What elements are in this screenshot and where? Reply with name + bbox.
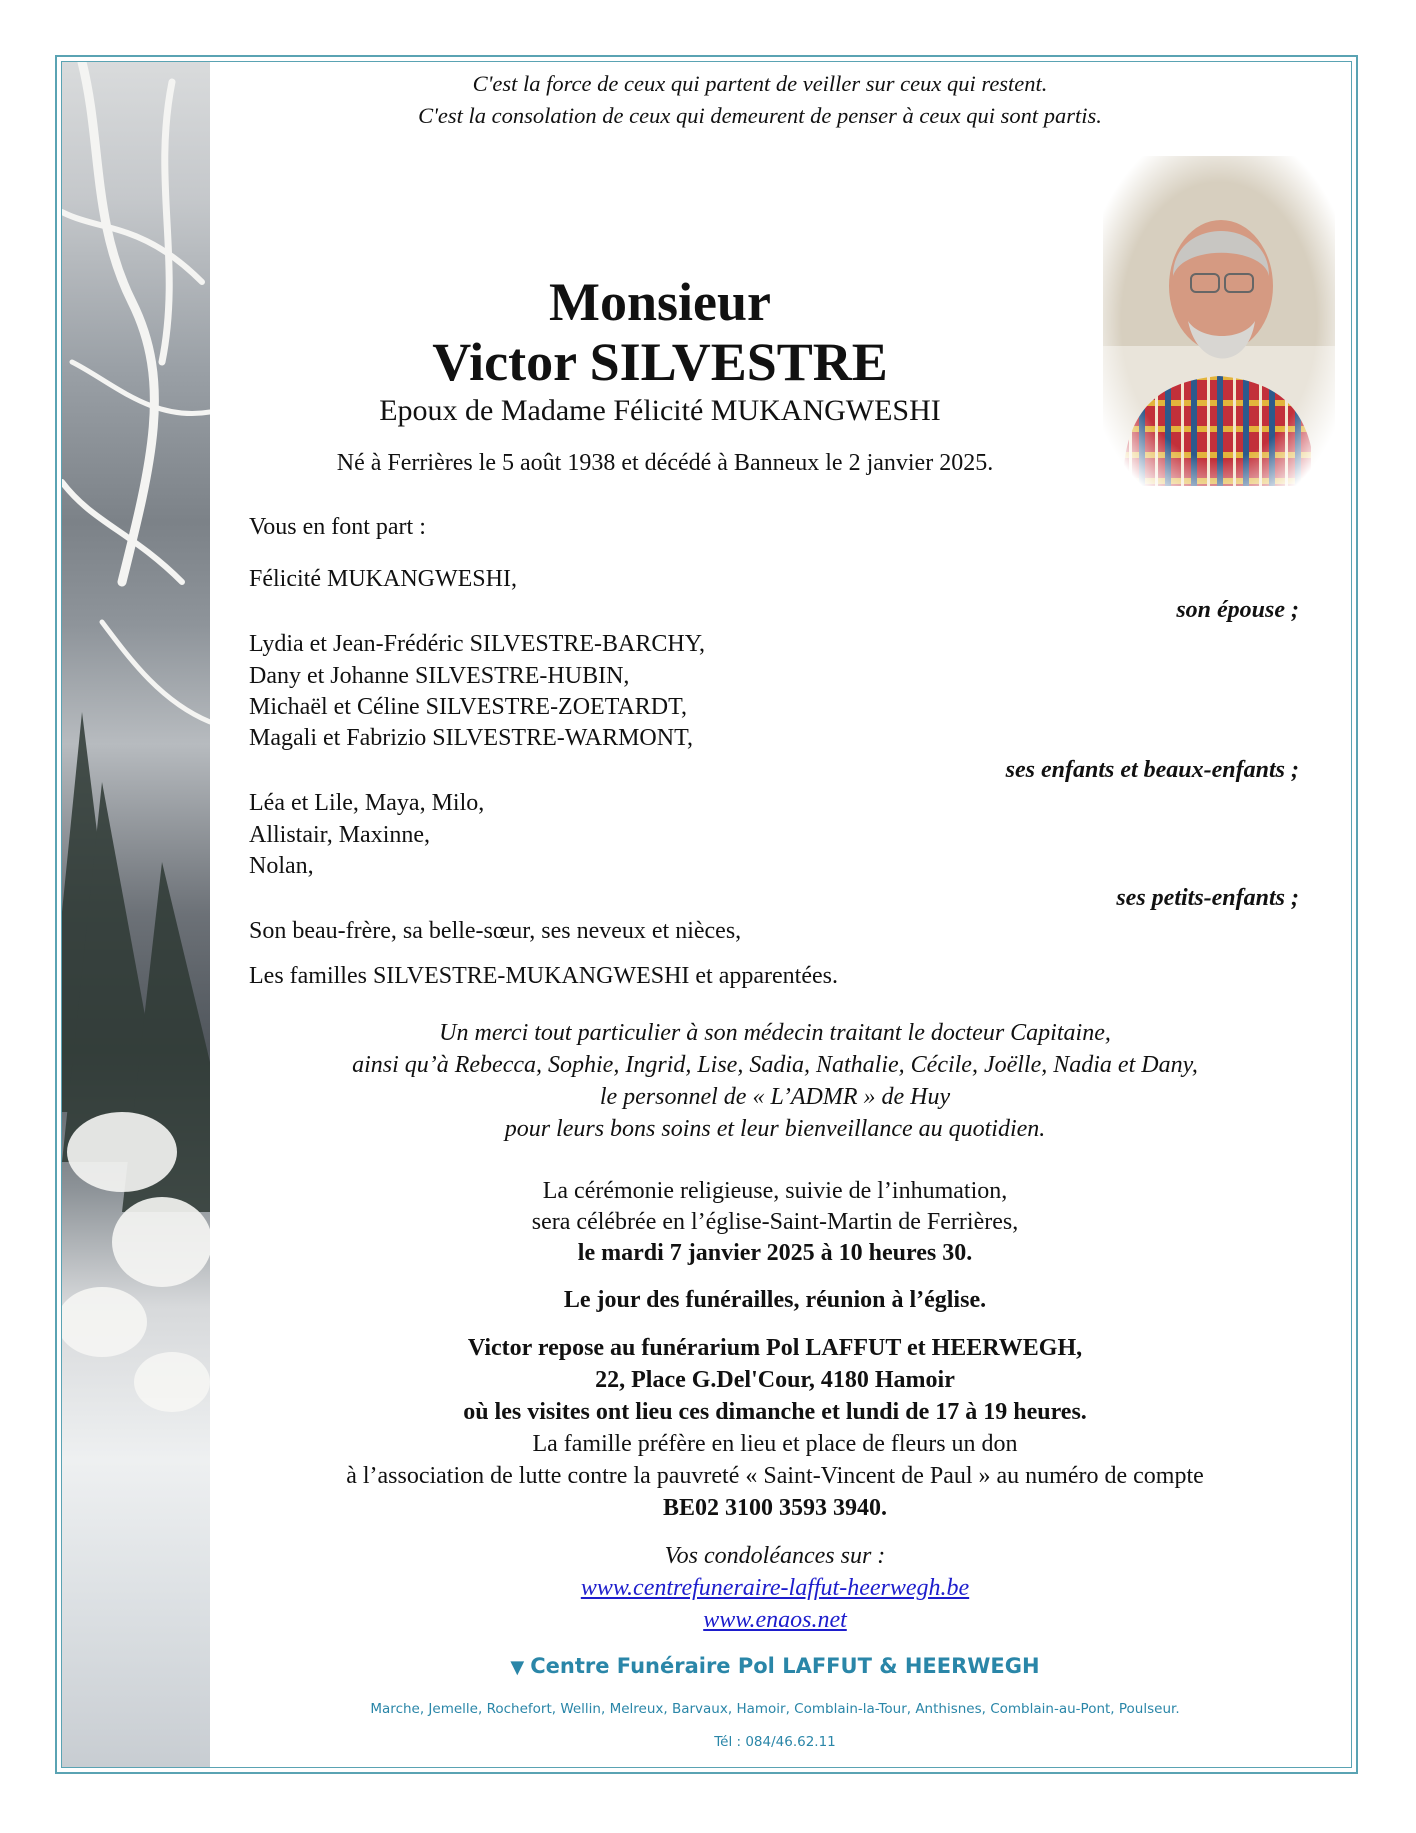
child-line: Dany et Johanne SILVESTRE-HUBIN, <box>249 663 630 689</box>
spouse-line: Epoux de Madame Félicité MUKANGWESHI <box>379 394 941 427</box>
birth-death-line: Né à Ferrières le 5 août 1938 et décédé à Banneux le 2 janvier 2025. <box>336 450 994 476</box>
ceremony-date: le mardi 7 janvier 2025 à 10 heures 30. <box>577 1240 973 1266</box>
footer-locations: Marche, Jemelle, Rochefort, Wellin, Melreux, Barvaux, Hamoir, Comblain-la-Tour, Anthisnes, Comblain-au-Pont, Poulseur. <box>370 1701 1180 1717</box>
ceremony-line-1: La cérémonie religieuse, suivie de l’inhumation, <box>542 1178 1008 1204</box>
child-line: Lydia et Jean-Frédéric SILVESTRE-BARCHY, <box>249 631 705 657</box>
donation-line-1: La famille préfère en lieu et place de fleurs un don <box>532 1431 1018 1457</box>
thanks-line: Un merci tout particulier à son médecin traitant le docteur Capitaine, <box>439 1020 1111 1046</box>
donation-line-2: à l’association de lutte contre la pauvreté « Saint-Vincent de Paul » au numéro de compte <box>346 1463 1204 1489</box>
intro-line: Vous en font part : <box>249 514 426 540</box>
ceremony-line-2: sera célébrée en l’église-Saint-Martin de Ferrières, <box>531 1209 1019 1235</box>
portrait-photo <box>1103 156 1335 486</box>
condolences-link-2[interactable]: www.enaos.net <box>703 1607 847 1633</box>
footer-company <box>230 1652 1320 1682</box>
funerarium-address: 22, Place G.Del'Cour, 4180 Hamoir <box>595 1367 955 1393</box>
grandchildren-relation: ses petits-enfants ; <box>1116 885 1299 911</box>
winter-tree-photo <box>62 62 210 1767</box>
quote-line-2: C'est la consolation de ceux qui demeurent de penser à ceux qui sont partis. <box>418 103 1102 128</box>
children-relation: ses enfants et beaux-enfants ; <box>1005 757 1299 783</box>
account-number: BE02 3100 3593 3940. <box>662 1495 887 1521</box>
grandchild-line: Nolan, <box>249 853 314 879</box>
child-line: Magali et Fabrizio SILVESTRE-WARMONT, <box>249 725 693 751</box>
grandchild-line: Léa et Lile, Maya, Milo, <box>249 790 485 816</box>
condolences-label: Vos condoléances sur : <box>664 1543 886 1569</box>
funerarium-line: Victor repose au funérarium Pol LAFFUT et HEERWEGH, <box>467 1335 1083 1361</box>
honorific: Monsieur <box>549 272 771 332</box>
visits-line: où les visites ont lieu ces dimanche et lundi de 17 à 19 heures. <box>463 1399 1087 1425</box>
footer-phone: Tél : 084/46.62.11 <box>714 1734 836 1750</box>
meeting-line: Le jour des funérailles, réunion à l’église. <box>563 1287 987 1313</box>
quote-line-1: C'est la force de ceux qui partent de veiller sur ceux qui restent. <box>472 71 1048 96</box>
others-line: Son beau-frère, sa belle-sœur, ses neveux et nièces, <box>249 918 742 944</box>
spouse-name: Félicité MUKANGWESHI, <box>249 566 517 592</box>
thanks-line: le personnel de « L’ADMR » de Huy <box>599 1084 951 1110</box>
deceased-name: Victor SILVESTRE <box>432 332 888 392</box>
thanks-line: pour leurs bons soins et leur bienveillance au quotidien. <box>504 1116 1046 1142</box>
condolences-link-1[interactable]: www.centrefuneraire-laffut-heerwegh.be <box>580 1575 970 1601</box>
families-line: Les familles SILVESTRE-MUKANGWESHI et apparentées. <box>249 963 838 989</box>
company-name: Centre Funéraire Pol LAFFUT & HEERWEGH <box>530 1654 1040 1678</box>
grandchild-line: Allistair, Maxinne, <box>249 822 431 848</box>
thanks-line: ainsi qu’à Rebecca, Sophie, Ingrid, Lise, Sadia, Nathalie, Cécile, Joëlle, Nadia et Dany, <box>352 1052 1198 1078</box>
child-line: Michaël et Céline SILVESTRE-ZOETARDT, <box>249 694 687 720</box>
triangle-down-icon: ▼ <box>510 1657 525 1678</box>
spouse-relation: son épouse ; <box>1176 597 1299 623</box>
